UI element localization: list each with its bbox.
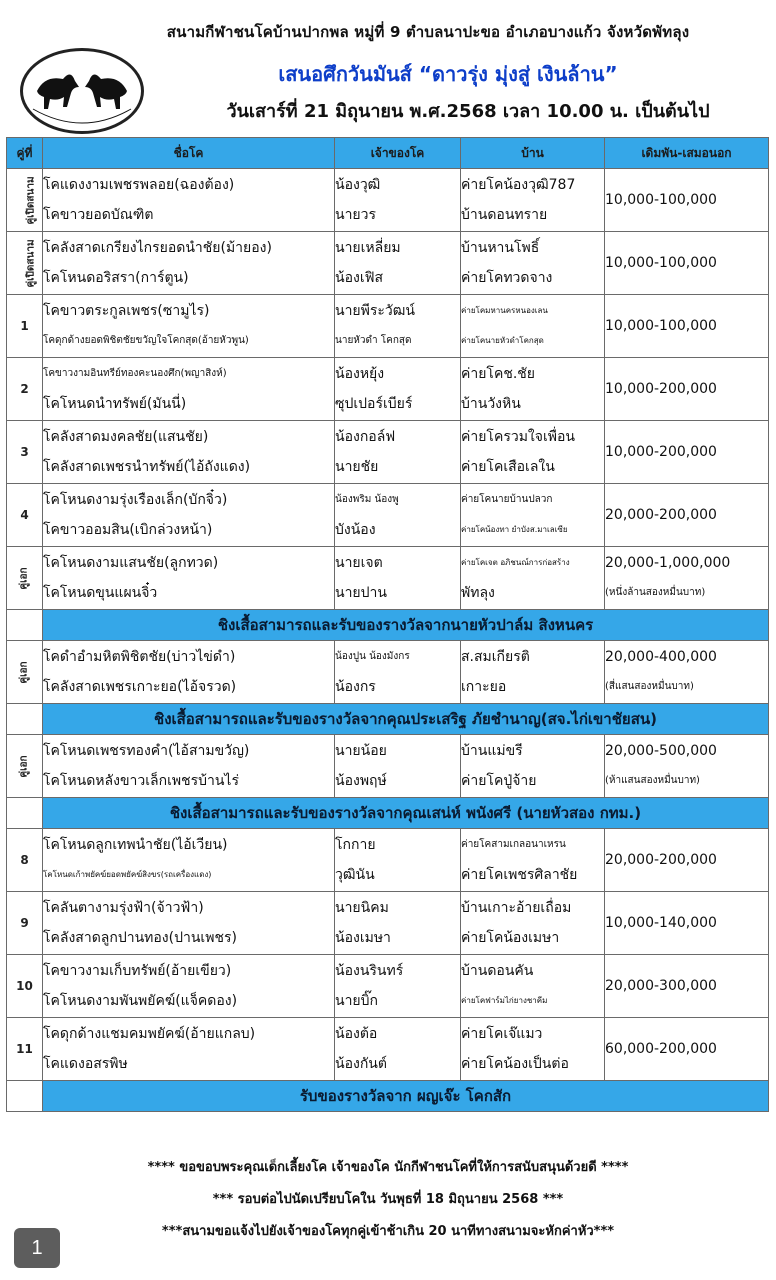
table-row <box>7 484 769 547</box>
table-row <box>7 232 769 295</box>
event-date: วันเสาร์ที่ 21 มิถุนายน พ.ศ.2568 เวลา 10.00 น. เป็นต้นไป <box>226 101 710 122</box>
event-title: เสนอศึกวันมันส์ “ดาวรุ่ง มุ่งสู่ เงินล้าน” <box>278 62 618 86</box>
home-names: บ้านเกาะอ้ายเถื่อม ค่ายโคน้องเมษา <box>461 892 605 955</box>
bet-range: 10,000-100,000 <box>605 232 769 295</box>
table-header-row <box>7 138 769 169</box>
column-header-bull: ชื่อโค <box>43 138 335 169</box>
bull-names: โคโหนดงามรุ่งเรืองเล็ก(บักจิ๋ว) โคขาวออมสิน(เบิกล่วงหน้า) <box>43 484 335 547</box>
home-names: ค่ายโคเจต อภิชนณ์การก่อสร้าง พัทลุง <box>461 547 605 610</box>
home-names: บ้านแม่ขรี ค่ายโคปู่จ้าย <box>461 735 605 798</box>
bet-range: 60,000-200,000 <box>605 1018 769 1081</box>
bet-range: 20,000-200,000 <box>605 484 769 547</box>
bet-range: 10,000-100,000 <box>605 169 769 232</box>
bet-range: 10,000-200,000 <box>605 358 769 421</box>
bull-names: โคลังสาดมงคลชัย(แสนชัย) โคลังสาดเพชรนำทรัพย์(ไอ้ถังแดง) <box>43 421 335 484</box>
owner-names: นายน้อย น้องพฤษ์ <box>335 735 461 798</box>
pair-number: 8 <box>7 829 43 892</box>
table-row <box>7 641 769 704</box>
bull-names: โคขาวตระกูลเพชร(ซามูไร) โคดุกด้างยอดพิชิตชัยขวัญใจโคกสุด(อ้ายหัวพูน) <box>43 295 335 358</box>
home-names: ค่ายโคมหานครหนองเลน ค่ายโคนายหัวดำโคกสุด <box>461 295 605 358</box>
bull-names: โคดำอำมหิตพิชิตชัย(บ่าวไข่ดำ) โคลังสาดเพชรเกาะยอ(ไอ้จรวด) <box>43 641 335 704</box>
bet-range: 20,000-200,000 <box>605 829 769 892</box>
prize-banner: ชิงเสื้อสามารถและรับของรางวัลจากคุณเสน่ห์ พนังศรี (นายหัวสอง กทม.) <box>7 798 769 829</box>
home-names: ค่ายโคน้องวุฒิ787 บ้านดอนทราย <box>461 169 605 232</box>
bet-range: 20,000-300,000 <box>605 955 769 1018</box>
table-row <box>7 829 769 892</box>
pair-number: คู่เปิดสนาม <box>7 169 43 232</box>
pair-number: 10 <box>7 955 43 1018</box>
bet-range: 10,000-200,000 <box>605 421 769 484</box>
late-penalty-note: ***สนามขอแจ้งไปยังเจ้าของโคทุกคู่เข้าช้าเกิน 20 นาทีทางสนามจะหักค่าหัว*** <box>161 1224 615 1239</box>
home-names: ค่ายโคเจ๊แมว ค่ายโคน้องเป็นต่อ <box>461 1018 605 1081</box>
table-row <box>7 169 769 232</box>
table-row <box>7 358 769 421</box>
bet-range: 20,000-1,000,000 (หนึ่งล้านสองหมื่นบาท) <box>605 547 769 610</box>
bull-names: โคดุกด้างแชมคมพยัคฆ์(อ้ายแกลบ) โคแดงอสรพิษ <box>43 1018 335 1081</box>
home-names: ค่ายโครวมใจเพื่อน ค่ายโคเสือเลใน <box>461 421 605 484</box>
table-row <box>7 735 769 798</box>
bet-range: 20,000-500,000 (ห้าแสนสองหมื่นบาท) <box>605 735 769 798</box>
owner-names: น้องต้อ น้องกันต์ <box>335 1018 461 1081</box>
pair-number: คู่เอก <box>7 547 43 610</box>
owner-names: น้องวุฒิ นายวร <box>335 169 461 232</box>
stadium-title: สนามกีฬาชนโคบ้านปากพล หมู่ที่ 9 ตำบลนาปะขอ อำเภอบางแก้ว จังหวัดพัทลุง <box>166 23 690 41</box>
bet-range: 10,000-140,000 <box>605 892 769 955</box>
pair-number: คู่เปิดสนาม <box>7 232 43 295</box>
home-names: ค่ายโคนายบ้านปลวก ค่ายโคน้องทา ยำบังส.มาเลเซีย <box>461 484 605 547</box>
match-table <box>6 137 769 1112</box>
next-round-note: *** รอบต่อไปนัดเปรียบโคใน วันพุธที่ 18 มิถุนายน 2568 *** <box>212 1192 564 1207</box>
bet-range: 10,000-100,000 <box>605 295 769 358</box>
pair-number: 2 <box>7 358 43 421</box>
pair-number: 1 <box>7 295 43 358</box>
pair-number: คู่เอก <box>7 641 43 704</box>
bull-names: โคแดงงามเพชรพลอย(ฉองต้อง) โคขาวยอดบัณฑิต <box>43 169 335 232</box>
bet-range: 20,000-400,000 (สี่แสนสองหมื่นบาท) <box>605 641 769 704</box>
owner-names: น้องนรินทร์ นายบิ๊ก <box>335 955 461 1018</box>
page-number-badge[interactable]: 1 <box>14 1228 60 1268</box>
column-header-bet: เดิมพัน-เสมอนอก <box>605 138 769 169</box>
bull-names: โคลันตางามรุ่งฟ้า(จ้าวฟ้า) โคลังสาดลูกปานทอง(ปานเพชร) <box>43 892 335 955</box>
table-row <box>7 421 769 484</box>
table-row <box>7 1018 769 1081</box>
pair-number: 9 <box>7 892 43 955</box>
poster-header <box>0 0 776 136</box>
owner-names: นายเจต นายปาน <box>335 547 461 610</box>
bull-names: โคขาวงามอินทรีย์ทองคะนองศึก(พญาสิงห์) โคโหนดนำทรัพย์(มันนี่) <box>43 358 335 421</box>
bull-names: โคขาวงามเก็บทรัพย์(อ้ายเขียว) โคโหนดงามพันพยัคฆ์(แจ็คดอง) <box>43 955 335 1018</box>
owner-names: น้องพริม น้องพู บังน้อง <box>335 484 461 547</box>
pair-number: 11 <box>7 1018 43 1081</box>
column-header-owner: เจ้าของโค <box>335 138 461 169</box>
home-names: ค่ายโคสามเกลอนาเหรน ค่ายโคเพชรศิลาชัย <box>461 829 605 892</box>
column-header-pair: คู่ที่ <box>7 138 43 169</box>
owner-names: น้องกอล์ฟ นายชัย <box>335 421 461 484</box>
owner-names: น้องหยุ้ง ซุปเปอร์เบียร์ <box>335 358 461 421</box>
home-names: ค่ายโคช.ชัย บ้านวังหิน <box>461 358 605 421</box>
owner-names: น้องปูน น้องมังกร น้องกร <box>335 641 461 704</box>
bull-names: โคโหนดเพชรทองคำ(ไอ้สามขวัญ) โคโหนดหลังขาวเล็กเพชรบ้านไร่ <box>43 735 335 798</box>
bull-names: โคโหนดงามแสนชัย(ลูกทวด) โคโหนดขุนแผนจิ๋ว <box>43 547 335 610</box>
column-header-home: บ้าน <box>461 138 605 169</box>
pair-number: 4 <box>7 484 43 547</box>
bull-names: โคโหนดลูกเทพนำชัย(ไอ้เวียน) โคโหนดเก้าพยัคฆ์ยอดพยัคฆ์สิงขร(รถเครื่องแดง) <box>43 829 335 892</box>
thanks-note: **** ขอขอบพระคุณเด็กเลี้ยงโค เจ้าของโค นักกีฬาชนโคที่ให้การสนับสนุนด้วยดี **** <box>147 1160 629 1175</box>
owner-names: นายเหลี่ยม น้องเฟิส <box>335 232 461 295</box>
home-names: บ้านหานโพธิ์ ค่ายโคทวดจาง <box>461 232 605 295</box>
prize-banner: ชิงเสื้อสามารถและรับของรางวัลจากคุณประเสริฐ ภัยชำนาญ(สจ.ไก่เขาชัยสน) <box>7 704 769 735</box>
prize-banner: รับของรางวัลจาก ผญเจ๊ะ โคกสัก <box>7 1081 769 1112</box>
pair-number: คู่เอก <box>7 735 43 798</box>
table-row <box>7 892 769 955</box>
table-row <box>7 547 769 610</box>
table-row <box>7 955 769 1018</box>
prize-banner: ชิงเสื้อสามารถและรับของรางวัลจากนายหัวปาล์ม สิงหนคร <box>7 610 769 641</box>
home-names: บ้านดอนคัน ค่ายโคฟาร์มไก่ยางชาคีม <box>461 955 605 1018</box>
pair-number: 3 <box>7 421 43 484</box>
table-row <box>7 295 769 358</box>
owner-names: นายพีระวัฒน์ นายหัวดำ โคกสุด <box>335 295 461 358</box>
bull-names: โคลังสาดเกรียงไกรยอดนำชัย(ม้ายอง) โคโหนดอริสรา(การ์ตูน) <box>43 232 335 295</box>
home-names: ส.สมเกียรติ เกาะยอ <box>461 641 605 704</box>
owner-names: โกกาย วุฒินัน <box>335 829 461 892</box>
owner-names: นายนิคม น้องเมษา <box>335 892 461 955</box>
